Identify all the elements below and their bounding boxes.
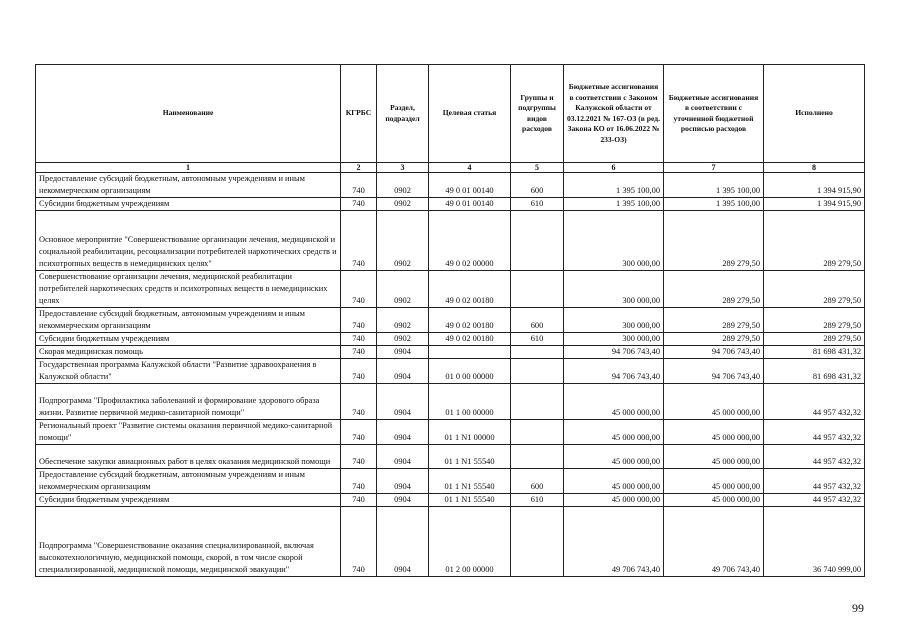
cell-refined: 289 279,50 bbox=[664, 271, 764, 308]
cell-executed: 81 698 431,32 bbox=[764, 359, 865, 384]
column-number: 8 bbox=[764, 163, 865, 173]
cell-target: 49 0 02 00180 bbox=[429, 271, 511, 308]
cell-group: 600 bbox=[511, 308, 564, 333]
cell-executed: 289 279,50 bbox=[764, 211, 865, 271]
cell-target: 01 1 N1 55540 bbox=[429, 445, 511, 469]
table-row bbox=[36, 359, 865, 384]
cell-target: 49 0 02 00180 bbox=[429, 308, 511, 333]
table-row bbox=[36, 507, 865, 577]
header-executed: Исполнено bbox=[764, 65, 865, 163]
cell-group bbox=[511, 507, 564, 577]
cell-law: 94 706 743,40 bbox=[564, 359, 664, 384]
cell-name: Субсидии бюджетным учреждениям bbox=[36, 198, 341, 211]
page-number: 99 bbox=[852, 601, 864, 615]
cell-executed: 1 394 915,90 bbox=[764, 198, 865, 211]
cell-group: 600 bbox=[511, 469, 564, 494]
column-number: 4 bbox=[429, 163, 511, 173]
cell-law: 300 000,00 bbox=[564, 333, 664, 346]
cell-target: 49 0 02 00000 bbox=[429, 211, 511, 271]
cell-refined: 289 279,50 bbox=[664, 211, 764, 271]
header-kgrbs: КГРБС bbox=[341, 65, 377, 163]
cell-refined: 289 279,50 bbox=[664, 308, 764, 333]
cell-executed: 44 957 432,32 bbox=[764, 384, 865, 420]
cell-refined: 1 395 100,00 bbox=[664, 198, 764, 211]
cell-name: Региональный проект "Развитие системы оказания первичной медико-санитарной помощи" bbox=[36, 420, 341, 445]
cell-section: 0902 bbox=[377, 308, 429, 333]
column-number: 1 bbox=[36, 163, 341, 173]
cell-group bbox=[511, 271, 564, 308]
column-number: 5 bbox=[511, 163, 564, 173]
column-number-row bbox=[36, 163, 865, 173]
cell-refined: 289 279,50 bbox=[664, 333, 764, 346]
budget-table bbox=[35, 64, 865, 577]
cell-name: Государственная программа Калужской области "Развитие здравоохранения в Калужской области" bbox=[36, 359, 341, 384]
column-number: 7 bbox=[664, 163, 764, 173]
cell-section: 0904 bbox=[377, 346, 429, 359]
cell-section: 0902 bbox=[377, 211, 429, 271]
cell-law: 49 706 743,40 bbox=[564, 507, 664, 577]
cell-section: 0902 bbox=[377, 198, 429, 211]
cell-group bbox=[511, 346, 564, 359]
cell-refined: 45 000 000,00 bbox=[664, 494, 764, 507]
table-row bbox=[36, 173, 865, 198]
cell-kgrbs: 740 bbox=[341, 507, 377, 577]
cell-section: 0904 bbox=[377, 359, 429, 384]
cell-law: 94 706 743,40 bbox=[564, 346, 664, 359]
cell-target: 49 0 01 00140 bbox=[429, 173, 511, 198]
cell-kgrbs: 740 bbox=[341, 333, 377, 346]
cell-group bbox=[511, 445, 564, 469]
cell-group: 610 bbox=[511, 494, 564, 507]
cell-refined: 1 395 100,00 bbox=[664, 173, 764, 198]
cell-refined: 49 706 743,40 bbox=[664, 507, 764, 577]
cell-kgrbs: 740 bbox=[341, 346, 377, 359]
cell-target: 01 1 N1 55540 bbox=[429, 469, 511, 494]
cell-name: Обеспечение закупки авиационных работ в целях оказания медицинской помощи bbox=[36, 445, 341, 469]
cell-target bbox=[429, 346, 511, 359]
table-row bbox=[36, 308, 865, 333]
cell-name: Предоставление субсидий бюджетным, автономным учреждениям и иным некоммерческим организациям bbox=[36, 308, 341, 333]
table-row bbox=[36, 271, 865, 308]
cell-law: 45 000 000,00 bbox=[564, 469, 664, 494]
table-row bbox=[36, 420, 865, 445]
table-row bbox=[36, 211, 865, 271]
column-number: 3 bbox=[377, 163, 429, 173]
cell-name: Субсидии бюджетным учреждениям bbox=[36, 333, 341, 346]
cell-target: 01 1 N1 00000 bbox=[429, 420, 511, 445]
header-target: Целевая статья bbox=[429, 65, 511, 163]
cell-kgrbs: 740 bbox=[341, 308, 377, 333]
cell-section: 0904 bbox=[377, 445, 429, 469]
cell-kgrbs: 740 bbox=[341, 359, 377, 384]
cell-target: 01 2 00 00000 bbox=[429, 507, 511, 577]
cell-name: Совершенствование организации лечения, медицинской реабилитации потребителей наркотических средств и психотропных веществ в немедицинских целях bbox=[36, 271, 341, 308]
cell-target: 01 1 00 00000 bbox=[429, 384, 511, 420]
cell-section: 0902 bbox=[377, 173, 429, 198]
column-number: 6 bbox=[564, 163, 664, 173]
cell-kgrbs: 740 bbox=[341, 384, 377, 420]
cell-law: 45 000 000,00 bbox=[564, 384, 664, 420]
cell-name: Основное мероприятие "Совершенствование организации лечения, медицинской и социальной реабилитации, ресоциализации потребителей наркотических средств и психотропных веществ в немедицинских целях" bbox=[36, 211, 341, 271]
table-body bbox=[36, 173, 865, 577]
table-row bbox=[36, 198, 865, 211]
cell-group: 610 bbox=[511, 333, 564, 346]
cell-section: 0904 bbox=[377, 420, 429, 445]
cell-name: Предоставление субсидий бюджетным, автономным учреждениям и иным некоммерческим организациям bbox=[36, 469, 341, 494]
cell-group bbox=[511, 420, 564, 445]
cell-group: 610 bbox=[511, 198, 564, 211]
header-groups: Группы и подгруппы видов расходов bbox=[511, 65, 564, 163]
header-section: Раздел, подраздел bbox=[377, 65, 429, 163]
header-name: Наименование bbox=[36, 65, 341, 163]
column-number: 2 bbox=[341, 163, 377, 173]
cell-law: 1 395 100,00 bbox=[564, 198, 664, 211]
cell-section: 0904 bbox=[377, 494, 429, 507]
cell-kgrbs: 740 bbox=[341, 420, 377, 445]
cell-target: 49 0 01 00140 bbox=[429, 198, 511, 211]
cell-executed: 44 957 432,32 bbox=[764, 420, 865, 445]
table-row bbox=[36, 469, 865, 494]
cell-executed: 289 279,50 bbox=[764, 271, 865, 308]
cell-refined: 45 000 000,00 bbox=[664, 384, 764, 420]
cell-refined: 94 706 743,40 bbox=[664, 359, 764, 384]
cell-refined: 45 000 000,00 bbox=[664, 445, 764, 469]
cell-target: 49 0 02 00180 bbox=[429, 333, 511, 346]
cell-law: 45 000 000,00 bbox=[564, 445, 664, 469]
cell-section: 0904 bbox=[377, 507, 429, 577]
header-row bbox=[36, 65, 865, 163]
table-row bbox=[36, 445, 865, 469]
cell-law: 300 000,00 bbox=[564, 211, 664, 271]
table-row bbox=[36, 346, 865, 359]
cell-executed: 1 394 915,90 bbox=[764, 173, 865, 198]
cell-section: 0904 bbox=[377, 469, 429, 494]
cell-kgrbs: 740 bbox=[341, 271, 377, 308]
cell-kgrbs: 740 bbox=[341, 445, 377, 469]
cell-executed: 36 740 999,00 bbox=[764, 507, 865, 577]
cell-section: 0902 bbox=[377, 333, 429, 346]
cell-executed: 81 698 431,32 bbox=[764, 346, 865, 359]
cell-name: Предоставление субсидий бюджетным, автономным учреждениям и иным некоммерческим организациям bbox=[36, 173, 341, 198]
cell-executed: 44 957 432,32 bbox=[764, 445, 865, 469]
header-budget-law: Бюджетные ассигнования в соответствии с Законом Калужской области от 03.12.2021 № 167-ОЗ (в ред. Закона КО от 16.06.2022 № 233-ОЗ) bbox=[564, 65, 664, 163]
cell-kgrbs: 740 bbox=[341, 211, 377, 271]
cell-kgrbs: 740 bbox=[341, 469, 377, 494]
cell-section: 0902 bbox=[377, 271, 429, 308]
cell-law: 1 395 100,00 bbox=[564, 173, 664, 198]
header-budget-refined: Бюджетные ассигнования в соответствии с уточненной бюджетной росписью расходов bbox=[664, 65, 764, 163]
cell-law: 300 000,00 bbox=[564, 308, 664, 333]
cell-target: 01 0 00 00000 bbox=[429, 359, 511, 384]
cell-kgrbs: 740 bbox=[341, 198, 377, 211]
cell-executed: 289 279,50 bbox=[764, 333, 865, 346]
cell-executed: 44 957 432,32 bbox=[764, 494, 865, 507]
table-row bbox=[36, 333, 865, 346]
cell-group: 600 bbox=[511, 173, 564, 198]
cell-refined: 45 000 000,00 bbox=[664, 469, 764, 494]
cell-target: 01 1 N1 55540 bbox=[429, 494, 511, 507]
cell-name: Подпрограмма "Профилактика заболеваний и формирование здорового образа жизни. Развитие первичной медико-санитарной помощи" bbox=[36, 384, 341, 420]
cell-group bbox=[511, 359, 564, 384]
cell-law: 45 000 000,00 bbox=[564, 420, 664, 445]
cell-group bbox=[511, 384, 564, 420]
cell-refined: 94 706 743,40 bbox=[664, 346, 764, 359]
table-row bbox=[36, 384, 865, 420]
cell-section: 0904 bbox=[377, 384, 429, 420]
cell-law: 300 000,00 bbox=[564, 271, 664, 308]
cell-executed: 289 279,50 bbox=[764, 308, 865, 333]
cell-group bbox=[511, 211, 564, 271]
cell-law: 45 000 000,00 bbox=[564, 494, 664, 507]
cell-kgrbs: 740 bbox=[341, 173, 377, 198]
cell-name: Подпрограмма "Совершенствование оказания специализированной, включая высокотехнологичную, медицинской помощи, скорой, в том числе скорой специализированной, медицинской помощи, медицинской эвакуации" bbox=[36, 507, 341, 577]
cell-name: Скорая медицинская помощь bbox=[36, 346, 341, 359]
table-row bbox=[36, 494, 865, 507]
cell-refined: 45 000 000,00 bbox=[664, 420, 764, 445]
cell-executed: 44 957 432,32 bbox=[764, 469, 865, 494]
cell-kgrbs: 740 bbox=[341, 494, 377, 507]
cell-name: Субсидии бюджетным учреждениям bbox=[36, 494, 341, 507]
